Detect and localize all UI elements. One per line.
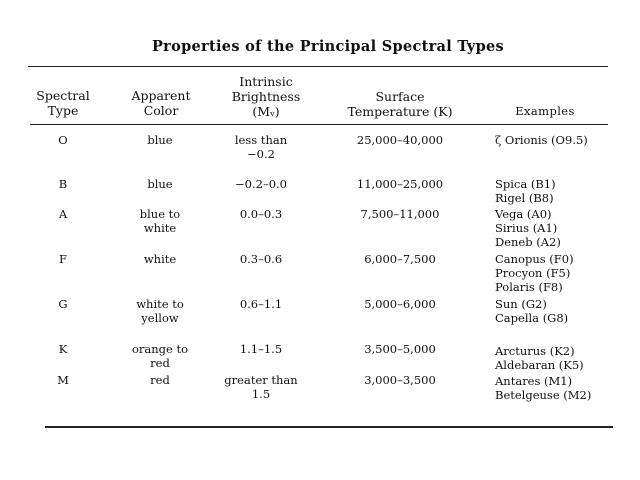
cell-color — [118, 297, 202, 325]
header-line: Temperature (K) — [347, 104, 453, 119]
cell-line: Polaris (F8) — [495, 280, 563, 294]
header-line: Surface — [375, 89, 425, 104]
cell-spectral-type: A — [58, 207, 68, 221]
cell-spectral-type: B — [58, 177, 68, 191]
header-spectral-type — [30, 88, 96, 118]
cell-line: Spica (B1) — [495, 177, 556, 191]
cell-brightness — [214, 373, 308, 401]
cell-line: red — [150, 373, 170, 387]
cell-brightness — [214, 133, 308, 161]
header-line: Examples — [515, 104, 575, 118]
header-apparent-color — [118, 88, 204, 118]
cell-temperature: 6,000–7,500 — [364, 252, 436, 266]
cell-line: white to — [136, 297, 184, 311]
cell-line: 0.3–0.6 — [239, 252, 283, 266]
cell-line: Deneb (A2) — [495, 235, 561, 249]
cell-line: ζ Orionis (O9.5) — [495, 133, 588, 147]
cell-line: Capella (G8) — [495, 311, 569, 325]
header-intrinsic-brightness — [218, 74, 314, 119]
cell-spectral-type: M — [57, 373, 69, 387]
cell-brightness — [214, 207, 308, 221]
cell-line: Procyon (F5) — [495, 266, 571, 280]
cell-line: 1.1–1.5 — [239, 342, 283, 356]
cell-color — [118, 177, 202, 191]
cell-line: white — [143, 221, 177, 235]
cell-temperature: 7,500–11,000 — [360, 207, 440, 221]
cell-temperature: 3,500–5,000 — [364, 342, 436, 356]
cell-spectral-type: F — [59, 252, 67, 266]
cell-line: Antares (M1) — [495, 374, 573, 388]
cell-line: blue — [147, 177, 173, 191]
cell-line: 1.5 — [251, 387, 271, 401]
cell-temperature: 25,000–40,000 — [356, 133, 444, 147]
cell-line: less than — [234, 133, 288, 147]
cell-line: Arcturus (K2) — [495, 344, 575, 358]
cell-line: greater than — [224, 373, 298, 387]
cell-examples — [495, 344, 615, 372]
cell-line: 0.6–1.1 — [239, 297, 283, 311]
cell-spectral-type: O — [58, 133, 68, 147]
cell-temperature: 5,000–6,000 — [364, 297, 436, 311]
cell-line: white — [143, 252, 177, 266]
cell-line: Sirius (A1) — [495, 221, 558, 235]
header-line: (Mᵥ) — [252, 104, 280, 119]
cell-line: red — [150, 356, 170, 370]
bottom-rule — [45, 426, 613, 428]
cell-line: Canopus (F0) — [495, 252, 574, 266]
cell-brightness — [214, 252, 308, 266]
header-rule — [30, 124, 608, 125]
header-line: Spectral — [36, 88, 90, 103]
cell-temperature: 3,000–3,500 — [364, 373, 436, 387]
cell-examples — [495, 133, 615, 147]
cell-line: Vega (A0) — [495, 207, 552, 221]
cell-examples — [495, 207, 615, 249]
cell-examples — [495, 177, 615, 205]
header-surface-temperature — [338, 89, 462, 119]
cell-line: orange to — [131, 342, 189, 356]
cell-brightness — [214, 297, 308, 311]
cell-line: Aldebaran (K5) — [495, 358, 584, 372]
table-title: Properties of the Principal Spectral Types — [151, 38, 505, 55]
cell-spectral-type: G — [58, 297, 68, 311]
cell-line: blue to — [139, 207, 181, 221]
cell-brightness — [214, 177, 308, 191]
cell-spectral-type: K — [58, 342, 68, 356]
cell-line: Sun (G2) — [495, 297, 547, 311]
cell-color — [118, 373, 202, 387]
cell-examples — [495, 374, 615, 402]
cell-line: −0.2–0.0 — [235, 177, 287, 191]
top-rule — [28, 66, 608, 67]
cell-color — [118, 133, 202, 147]
cell-color — [118, 342, 202, 370]
header-line: Brightness — [231, 89, 301, 104]
header-line: Apparent — [131, 88, 191, 103]
cell-line: Betelgeuse (M2) — [495, 388, 592, 402]
cell-line: 0.0–0.3 — [239, 207, 283, 221]
cell-examples — [495, 297, 615, 325]
cell-line: yellow — [141, 311, 179, 325]
header-line: Intrinsic — [239, 74, 293, 89]
cell-brightness — [214, 342, 308, 356]
cell-color — [118, 252, 202, 266]
header-line: Color — [143, 103, 179, 118]
cell-line: −0.2 — [247, 147, 275, 161]
cell-color — [118, 207, 202, 235]
header-examples — [500, 104, 590, 119]
cell-line: blue — [147, 133, 173, 147]
header-line: Type — [47, 103, 79, 118]
cell-examples — [495, 252, 615, 294]
cell-line: Rigel (B8) — [495, 191, 554, 205]
cell-temperature: 11,000–25,000 — [356, 177, 444, 191]
